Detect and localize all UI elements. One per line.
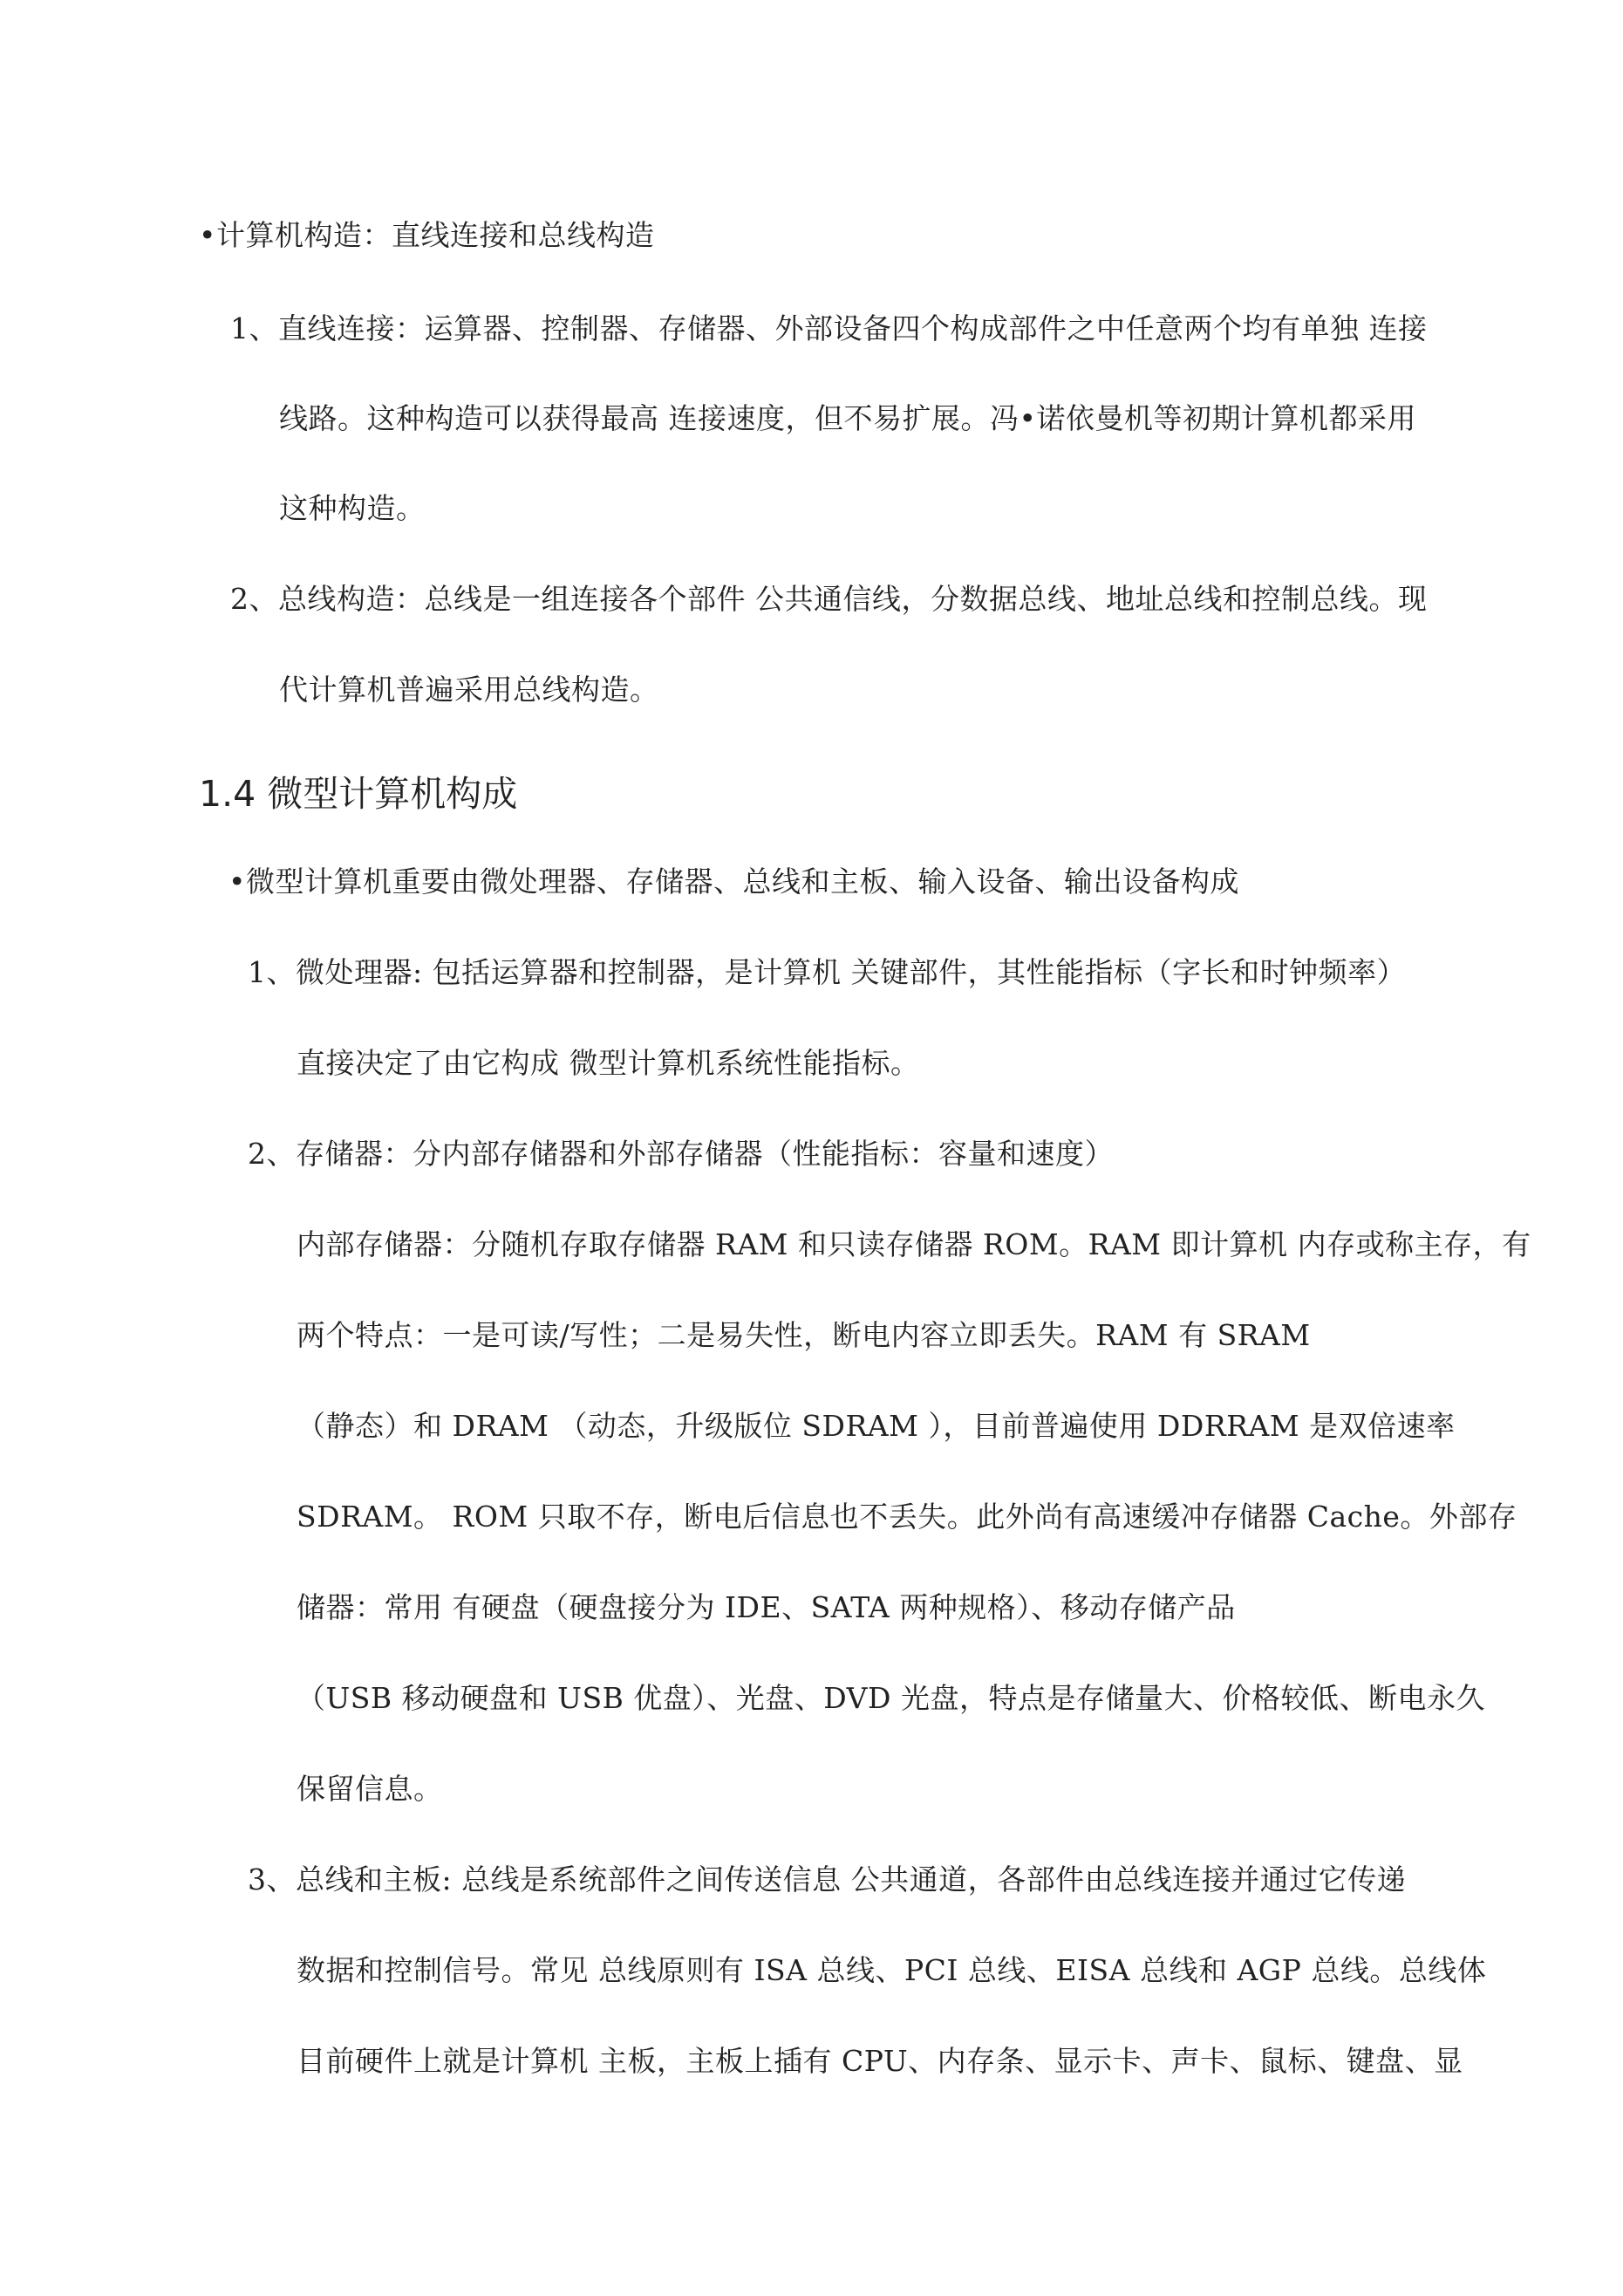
- structure-item1-line1: 1、直线连接：运算器、控制器、存储器、外部设备四个构成部件之中任意两个均有单独 连接: [230, 311, 1428, 345]
- structure-item2-line1: 2、总线构造：总线是一组连接各个部件 公共通信线，分数据总线、地址总线和控制总线。现: [230, 582, 1428, 616]
- micro-item2-line1: 2、存储器：分内部存储器和外部存储器（性能指标：容量和速度）: [248, 1137, 1114, 1171]
- micro-item2-p5: 储器：常用 有硬盘（硬盘接分为 IDE、SATA 两种规格）、移动存储产品: [297, 1590, 1236, 1624]
- micro-item2-p2: 两个特点：一是可读/写性；二是易失性，断电内容立即丢失。RAM 有 SRAM: [297, 1318, 1311, 1352]
- micro-item2-p7: 保留信息。: [297, 1772, 443, 1806]
- section-heading-1-4: 1.4 微型计算机构成: [199, 773, 518, 815]
- micro-item1-line1: 1、微处理器: 包括运算器和控制器，是计算机 关键部件，其性能指标（字长和时钟频率）: [248, 955, 1407, 989]
- micro-bullet-line: •微型计算机重要由微处理器、存储器、总线和主板、输入设备、输出设备构成: [228, 864, 1239, 899]
- micro-item2-p1: 内部存储器：分随机存取存储器 RAM 和只读存储器 ROM。RAM 即计算机 内存或称主存，有: [297, 1227, 1531, 1261]
- micro-item2-p6: （USB 移动硬盘和 USB 优盘）、光盘、DVD 光盘，特点是存储量大、价格较低、断电永久: [297, 1681, 1485, 1715]
- micro-item3-line3: 目前硬件上就是计算机 主板，主板上插有 CPU、内存条、显示卡、声卡、鼠标、键盘、显: [297, 2044, 1463, 2078]
- structure-item2-line2: 代计算机普遍采用总线构造。: [279, 673, 659, 707]
- micro-item2-p4: SDRAM。 ROM 只取不存，断电后信息也不丢失。此外尚有高速缓冲存储器 Cache。外部存: [297, 1500, 1517, 1534]
- structure-item1-line2: 线路。这种构造可以获得最高 连接速度，但不易扩展。冯•诺依曼机等初期计算机都采用: [279, 401, 1416, 435]
- micro-item3-line1: 3、总线和主板: 总线是系统部件之间传送信息 公共通道，各部件由总线连接并通过它传递: [248, 1862, 1407, 1896]
- micro-item3-line2: 数据和控制信号。常见 总线原则有 ISA 总线、PCI 总线、EISA 总线和 AGP 总线。总线体: [297, 1953, 1487, 1987]
- micro-item1-line2: 直接决定了由它构成 微型计算机系统性能指标。: [297, 1046, 920, 1080]
- micro-item2-p3: （静态）和 DRAM （动态，升级版位 SDRAM ），目前普遍使用 DDRRAM 是双倍速率: [297, 1409, 1456, 1443]
- structure-bullet-line: •计算机构造：直线连接和总线构造: [199, 218, 655, 252]
- structure-item1-line3: 这种构造。: [279, 491, 426, 525]
